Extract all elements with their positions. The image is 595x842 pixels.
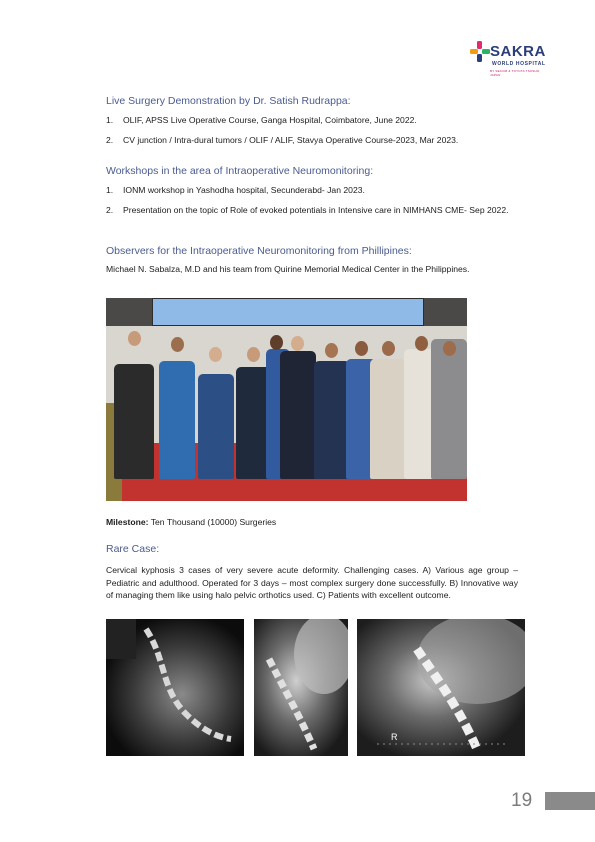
section-heading: Live Surgery Demonstration by Dr. Satish Rudrappa:	[106, 95, 351, 107]
xray-lateral-image	[254, 619, 348, 756]
list-item: 1. IONM workshop in Yashodha hospital, Secunderabd- Jan 2023.	[106, 185, 365, 195]
rare-case-text: Cervical kyphosis 3 cases of very severe acute deformity. Challenging cases. A) Various age group – Pediatric and adulthood. Operated for 3 days – most complex surgery done successfully. B) Innovative way of managing them like using halo pelvic orthotics used. C) Patients with excellent outcome.	[106, 565, 518, 600]
person	[280, 351, 316, 479]
rare-case-section	[106, 543, 518, 602]
page-number: 19	[511, 790, 533, 811]
list-item: 2. Presentation on the topic of Role of evoked potentials in Intensive care in NIMHANS CME- Sep 2022.	[106, 204, 509, 215]
person	[431, 339, 467, 479]
person	[314, 361, 350, 479]
logo-cross-icon	[470, 41, 490, 63]
section-heading: Workshops in the area of Intraoperative Neuromonitoring:	[106, 165, 374, 177]
xray-postop-image	[357, 619, 525, 756]
person	[198, 374, 234, 479]
person	[114, 364, 154, 479]
list-item: 1. OLIF, APSS Live Operative Course, Ganga Hospital, Coimbatore, June 2022.	[106, 115, 417, 125]
live-surgery-list	[106, 114, 518, 146]
observers-section	[106, 245, 518, 276]
logo-brand: SAKRA	[490, 43, 546, 60]
section-heading: Rare Case:	[106, 543, 160, 555]
workshops-list	[106, 184, 518, 216]
page-number-bar	[545, 792, 595, 810]
logo-tagline: BY SECOM & TOYOTA TSUSHO, JAPAN	[490, 69, 541, 77]
projector-screen	[152, 298, 424, 326]
milestone-text: Ten Thousand (10000) Surgeries	[148, 517, 277, 527]
person	[159, 361, 195, 479]
xray-side-marker: R	[391, 732, 398, 742]
section-heading: Observers for the Intraoperative Neuromonitoring from Phillipines:	[106, 245, 412, 257]
person	[370, 359, 406, 479]
list-item: 2. CV junction / Intra-dural tumors / OLIF / ALIF, Stavya Operative Course-2023, Mar 2023.	[106, 134, 459, 145]
milestone-line	[106, 516, 518, 529]
observers-text: Michael N. Sabalza, M.D and his team from Quirine Memorial Medical Center in the Philippines.	[106, 264, 470, 274]
logo-subtitle: WORLD HOSPITAL	[492, 61, 546, 67]
hospital-logo	[470, 40, 550, 80]
ct-scan-image	[106, 619, 244, 756]
milestone-label: Milestone:	[106, 517, 149, 527]
workshops-section	[106, 165, 518, 216]
live-surgery-section	[106, 95, 518, 146]
group-photo	[106, 298, 467, 501]
